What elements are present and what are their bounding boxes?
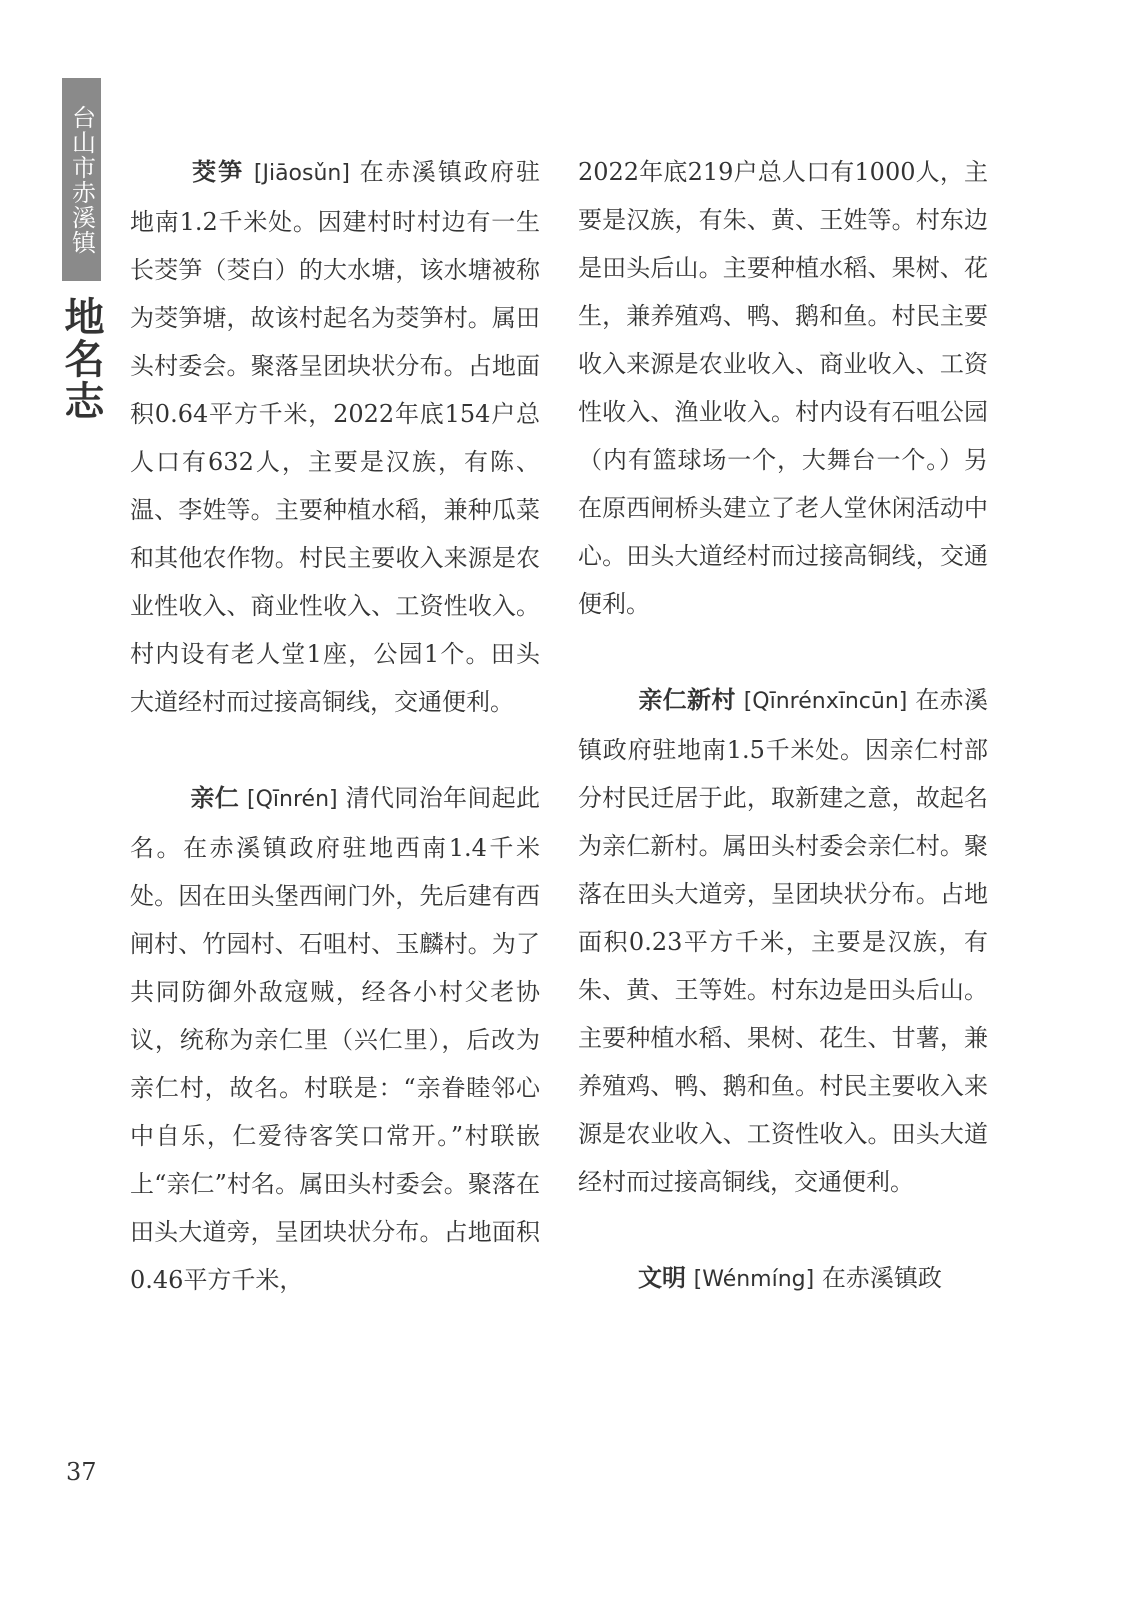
- entry-qinren-xincun: [578, 676, 988, 1206]
- entry-name: 文明: [638, 1263, 686, 1292]
- entry-jiaosun: [130, 148, 540, 726]
- side-tab-text: 台山市赤溪镇: [67, 104, 96, 255]
- page-number: 37: [66, 1458, 97, 1486]
- entry-name: 亲仁: [190, 783, 240, 812]
- side-section-tab: [62, 78, 101, 281]
- entry-text: 在赤溪镇政: [821, 1264, 942, 1292]
- entry-qinren-continued: [578, 148, 988, 628]
- entry-text: 2022年底219户总人口有1000人，主要是汉族，有朱、黄、王姓等。村东边是田头后山。主要种植水稻、果树、花生，兼养殖鸡、鸭、鹅和鱼。村民主要收入来源是农业收入、商业收入、工资性收入、渔业收入。村内设有石咀公园（内有篮球场一个，大舞台一个。）另在原西闸桥头建立了老人堂休闲活动中心。田头大道经村而过接高铜线，交通便利。: [578, 158, 988, 618]
- left-column: [130, 148, 540, 1352]
- entry-name: 茭笋: [190, 157, 245, 186]
- entry-wenming: [578, 1254, 988, 1304]
- entry-name: 亲仁新村: [638, 685, 736, 714]
- right-column: [578, 148, 988, 1352]
- entry-text: 清代同治年间起此名。在赤溪镇政府驻地西南1.4千米处。因在田头堡西闸门外，先后建有西闸村、竹园村、石咀村、玉麟村。为了共同防御外敌寇贼，经各小村父老协议，统称为亲仁里（兴仁里），后改为亲仁村，故名。村联是：“亲眷睦邻心中自乐，仁爱待客笑口常开。”村联嵌上“亲仁”村名。属田头村委会。聚落在田头大道旁，呈团块状分布。占地面积0.46平方千米，: [130, 784, 541, 1294]
- entry-qinren: [130, 774, 540, 1304]
- entry-text: 在赤溪镇政府驻地南1.2千米处。因建村时村边有一生长茭笋（茭白）的大水塘，该水塘被称为茭笋塘，故该村起名为茭笋村。属田头村委会。聚落呈团块状分布。占地面积0.64平方千米，2022年底154户总人口有632人，主要是汉族，有陈、温、李姓等。主要种植水稻，兼种瓜菜和其他农作物。村民主要收入来源是农业性收入、商业性收入、工资性收入。村内设有老人堂1座，公园1个。田头大道经村而过接高铜线，交通便利。: [130, 158, 541, 716]
- entry-pinyin: [Qīnrénxīncūn]: [743, 689, 908, 714]
- entry-pinyin: [Jiāosǔn]: [253, 161, 350, 186]
- entry-pinyin: [Qīnrén]: [247, 787, 338, 812]
- entry-pinyin: [Wénmíng]: [693, 1267, 815, 1292]
- entry-text: 在赤溪镇政府驻地南1.5千米处。因亲仁村部分村民迁居于此，取新建之意，故起名为亲仁新村。属田头村委会亲仁村。聚落在田头大道旁，呈团块状分布。占地面积0.23平方千米，主要是汉族，有朱、黄、王等姓。村东边是田头后山。主要种植水稻、果树、花生、甘薯，兼养殖鸡、鸭、鹅和鱼。村民主要收入来源是农业收入、工资性收入。田头大道经村而过接高铜线，交通便利。: [578, 686, 989, 1196]
- side-book-title: 地名志: [58, 296, 104, 422]
